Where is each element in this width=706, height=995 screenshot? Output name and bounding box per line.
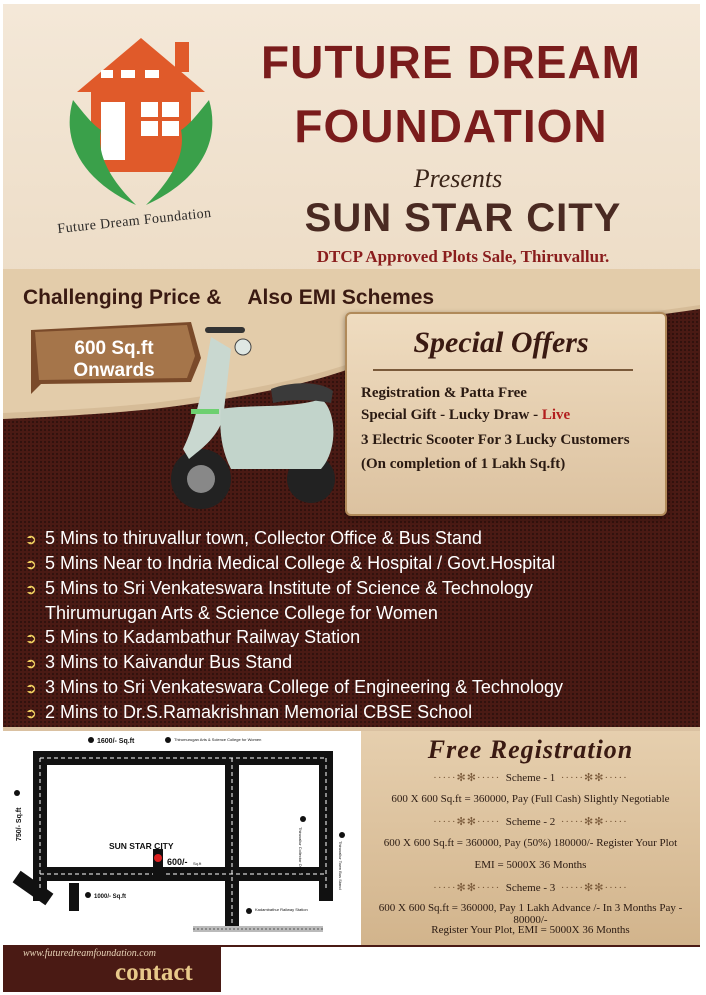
location-pin-icon [165,737,171,743]
electric-scooter-image [161,319,356,519]
scheme-2-heading: ·····✻✻····· Scheme - 2 ·····✻✻····· [433,816,628,828]
ornament-icon: ·····✻✻····· [560,772,628,784]
presents-text: Presents [413,164,503,193]
list-item: ➲ 5 Mins to Sri Venkateswara Institute of Science & Technology [25,576,695,601]
location-pin-icon [85,892,91,898]
list-item: ➲ 5 Mins to thiruvallur town, Collector Office & Bus Stand [25,526,695,551]
road-map [3,731,361,945]
arrow-bullet-icon: ➲ [25,705,37,721]
arrow-bullet-icon: ➲ [25,531,37,547]
footer-blank-area [221,947,700,992]
ornament-icon: ·····✻✻····· [560,882,628,894]
title-line-2: FOUNDATION [294,100,608,152]
free-registration-title: Free Registration [427,735,634,764]
challenge-text: Challenging Price & [23,286,222,309]
arrow-bullet-icon: ➲ [25,556,37,572]
logo-text: Future Dream Foundation [56,205,213,238]
challenge-line [23,286,434,310]
map-label-top: 1600/- Sq.ft [97,738,135,745]
ornament-icon: ·····✻✻····· [433,882,501,894]
project-name: SUN STAR CITY [304,196,622,240]
list-item: ➲ 3 Mins to Kaivandur Bus Stand [25,650,695,675]
list-item: ➲ 5 Mins Near to Indria Medical College & Hospital / Govt.Hospital [25,551,695,576]
map-site-unit: Sq.ft [193,861,202,866]
ornament-icon: ·····✻✻····· [433,816,501,828]
scheme-1-text: 600 X 600 Sq.ft = 360000, Pay (Full Cash) Slightly Negotiable [391,793,670,805]
location-pin-icon [339,832,345,838]
list-item: ➲ 5 Mins to Kadambathur Railway Station [25,625,695,650]
size-tag-text: 600 Sq.ft Onwards [73,338,155,381]
arrow-bullet-icon: ➲ [25,581,37,597]
scheme-1-heading: ·····✻✻····· Scheme - 1 ·····✻✻····· [433,772,628,784]
map-label-bottom: 1000/- Sq.ft [94,894,127,900]
offer-line-1: Registration & Patta Free [361,385,527,401]
offer-line-2 [361,407,570,424]
poster [3,4,700,992]
map-site-price: 600/- [167,857,188,867]
location-pin-icon [88,737,94,743]
scheme-3-heading: ·····✻✻····· Scheme - 3 ·····✻✻····· [433,882,628,894]
offers-divider [373,369,633,371]
scheme-2-text: 600 X 600 Sq.ft = 360000, Pay (50%) 180000/- Register Your Plot [383,837,678,849]
list-item: ➲ 3 Mins to Sri Venkateswara College of Engineering & Technology [25,675,695,700]
location-pin-icon [300,816,306,822]
offer-line-2-text: Special Gift - Lucky Draw - [361,407,542,423]
offer-line-4: (On completion of 1 Lakh Sq.ft) [361,456,566,472]
title-line-1: FUTURE DREAM [261,36,641,88]
arrow-bullet-icon: ➲ [25,630,37,646]
location-map [3,731,361,945]
map-label-busstand: Thiruvallur Town Bus Stand [338,841,343,890]
subtitle: DTCP Approved Plots Sale, Thiruvallur. [316,247,610,266]
map-label-collector: Thiruvallur Collector Office [298,827,303,875]
ornament-icon: ·····✻✻····· [560,816,628,828]
map-label-railway: Kadambathur Railway Station [255,907,308,912]
map-site-name: SUN STAR CITY [109,841,174,851]
scheme-3-text: 600 X 600 Sq.ft = 360000, Pay 1 Lakh Advance /- In 3 Months Pay - 80000/- [378,902,683,926]
amenities-list [25,526,695,725]
location-pin-icon [14,790,20,796]
website-url: www.futuredreamfoundation.com [23,948,156,959]
location-pin-icon [154,854,162,862]
arrow-bullet-icon: ➲ [25,680,37,696]
list-item-continuation: Thirumurugan Arts & Science College for Women [45,603,438,623]
list-item: ➲ 2 Mins to Dr.S.Ramakrishnan Memorial CBSE School [25,700,695,725]
location-pin-icon [246,908,252,914]
offer-line-3: 3 Electric Scooter For 3 Lucky Customers [361,432,630,448]
contact-label: contact [115,959,193,986]
scheme-2-emi: EMI = 5000X 36 Months [474,859,587,871]
special-offers-title: Special Offers [413,326,589,359]
scheme-3-text-2: Register Your Plot, EMI = 5000X 36 Months [431,924,630,936]
live-text: Live [541,407,571,423]
emi-text: Also EMI Schemes [247,286,435,309]
map-label-left: 750/- Sq.ft [16,807,23,841]
map-label-college: Thirumurugan Arts & Science College for Women [174,737,262,742]
ornament-icon: ·····✻✻····· [433,772,501,784]
arrow-bullet-icon: ➲ [25,655,37,671]
